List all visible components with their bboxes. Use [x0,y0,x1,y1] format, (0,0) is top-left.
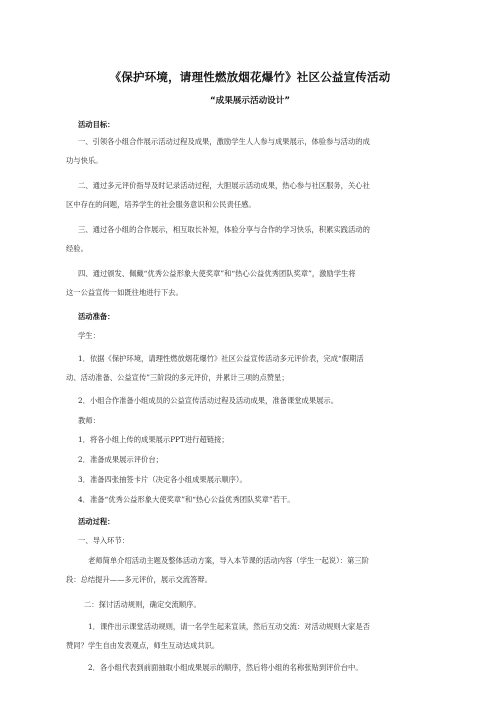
student-item-2: 2．小组合作准备小组成员的公益宣传活动过程及活动成果，准备课堂成果展示。 [78,396,339,405]
goals-heading: 活动目标： [78,120,115,129]
teacher-item-1: 1．将各小组上传的成果展示PPT进行超链接； [78,435,229,444]
goal-1-line-2: 功与快乐。 [66,155,103,165]
goal-4-line-2: 这一公益宣传一如既往地进行下去。 [66,287,183,297]
goal-1-line-1: 一、引领各小组合作展示活动过程及成果，激励学生人人参与成果展示，体验参与活动的成 [78,137,370,146]
teacher-label: 教师： [78,416,100,425]
goal-3-line-1: 三、通过各小组的合作展示，相互取长补短，体验分享与合作的学习快乐，积累实践活动的 [78,225,370,234]
teacher-item-3: 3．准备四张抽签卡片（决定各小组成果展示顺序）。 [78,475,247,484]
teacher-item-4: 4．准备“优秀公益形象大使奖章”和“热心公益优秀团队奖章”若干。 [78,495,295,504]
goal-3-line-2: 经验。 [66,243,88,253]
goal-2-line-1: 二、通过多元评价指导及时记录活动过程，大胆展示活动成果，热心参与社区服务，关心社 [78,181,370,190]
process-heading: 活动过程： [78,517,115,526]
process-step-2-title: 二：探讨活动规则，确定交流顺序。 [84,600,201,609]
process-step-1-line-2: 段：总结提升——多元评价，展示交流答辩。 [66,574,212,584]
student-item-1-line-2: 动、活动准备、公益宣传”三阶段的多元评价，并累计三项的点赞星； [66,372,289,382]
document-subtitle: “成果展示活动设计” [209,96,291,106]
document-title: 《保护环境，请理性燃放烟花爆竹》社区公益宣传活动 [109,70,391,84]
goal-2 [66,177,446,214]
process-step-2a-line-2: 赞同？学生自由发表观点，师生互动达成共识。 [66,640,220,650]
goal-1 [66,133,446,170]
process-step-2a-line-1: 1．课件出示课堂活动规则，请一名学生起来宣读，然后互动交流：对活动规则大家是否 [88,622,370,631]
student-item-1-line-1: 1．依据《保护环境，请理性燃放烟花爆竹》社区公益宣传活动多元评价表，完成“假期活 [78,354,364,363]
process-step-2a [66,618,446,655]
students-label: 学生： [78,331,100,340]
goal-3 [66,221,446,258]
goal-4 [66,265,446,302]
prep-heading: 活动准备： [78,312,115,321]
teacher-item-2: 2．准备成果展示评价台； [78,455,163,464]
process-step-1-text [66,552,446,589]
process-step-1-title: 一、导入环节： [78,536,130,545]
goal-2-line-2: 区中存在的问题，培养学生的社会服务意识和公民责任感。 [66,199,256,209]
student-item-1 [66,350,446,387]
process-step-2b: 2．各小组代表到前面抽取小组成果展示的顺序，然后将小组的名称张贴到评价台中。 [88,663,363,672]
goal-4-line-1: 四、通过颁发、佩戴“优秀公益形象大使奖章”和“热心公益优秀团队奖章”，激励学生将 [78,269,356,278]
process-step-1-line-1: 老师简单介绍活动主题及整体活动方案，导入本节课的活动内容（学生一起说）：第三阶 [88,556,369,565]
